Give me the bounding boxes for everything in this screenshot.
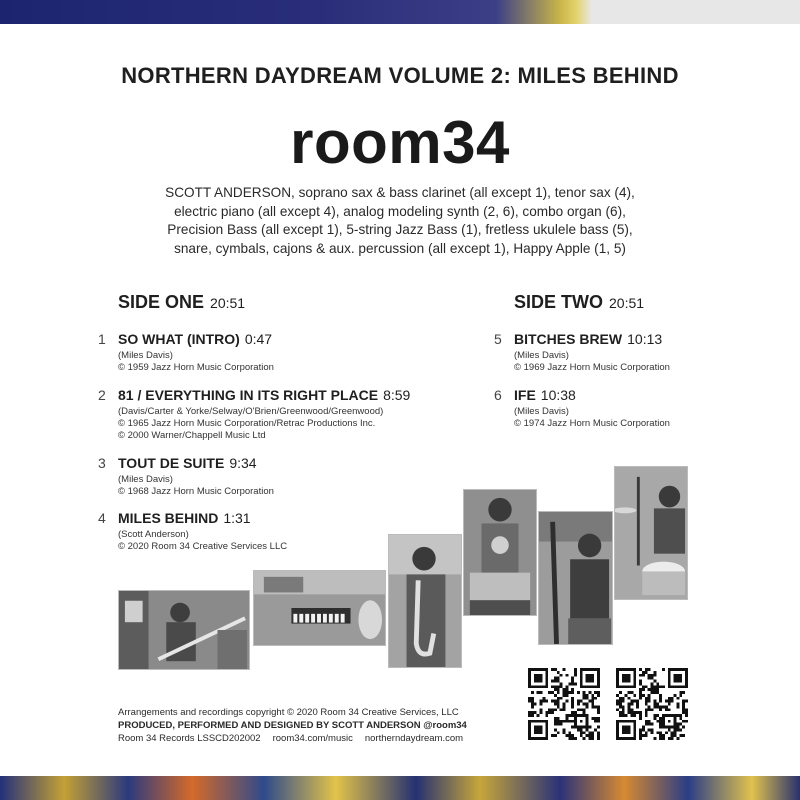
track-number: 5 xyxy=(494,331,502,347)
album-title: NORTHERN DAYDREAM VOLUME 2: MILES BEHIND xyxy=(121,63,679,88)
credit-line: SCOTT ANDERSON, soprano sax & bass clarinet (all except 1), tenor sax (4), xyxy=(165,185,635,200)
track-composer: (Scott Anderson) xyxy=(118,529,189,540)
track-title: 81 / EVERYTHING IN ITS RIGHT PLACE xyxy=(118,387,379,403)
track-number: 1 xyxy=(98,331,106,347)
side-two-heading xyxy=(514,292,644,313)
side-two-duration: 20:51 xyxy=(609,295,645,311)
top-color-band xyxy=(0,0,800,24)
footer-copyright: Arrangements and recordings copyright © 2020 Room 34 Creative Services, LLC xyxy=(118,707,459,718)
track-number: 6 xyxy=(494,387,502,403)
track-copyright: © 2000 Warner/Chappell Music Ltd xyxy=(118,430,266,441)
side-two-label: SIDE TWO xyxy=(514,292,603,312)
track-copyright: © 1968 Jazz Horn Music Corporation xyxy=(118,486,274,497)
track-title: MILES BEHIND xyxy=(118,510,219,526)
performer-credits xyxy=(0,184,800,258)
qr-code-room34[interactable] xyxy=(528,668,600,740)
artist-name: room34 xyxy=(290,109,510,176)
track-duration: 10:38 xyxy=(540,387,576,403)
track-duration: 1:31 xyxy=(223,510,251,526)
qr-code-northerndaydream[interactable] xyxy=(616,668,688,740)
drum-kit-photo xyxy=(614,466,688,600)
bass-clarinet-photo xyxy=(538,511,613,645)
track-copyright: © 1974 Jazz Horn Music Corporation xyxy=(514,418,670,429)
track-number: 4 xyxy=(98,510,106,526)
cajon-drummer-photo xyxy=(463,489,537,616)
track-title: SO WHAT (INTRO) xyxy=(118,331,240,347)
track-number: 3 xyxy=(98,455,106,471)
credit-line: Precision Bass (all except 1), 5-string Jazz Bass (1), fretless ukulele bass (5), xyxy=(167,222,633,237)
link-northerndaydream[interactable]: northerndaydream.com xyxy=(364,733,464,744)
side-one-duration: 20:51 xyxy=(210,295,246,311)
track-title: TOUT DE SUITE xyxy=(118,455,225,471)
footer-produced-by: PRODUCED, PERFORMED AND DESIGNED BY SCOTT ANDERSON @room34 xyxy=(118,720,467,731)
bass-player-photo xyxy=(118,590,250,670)
track-duration: 8:59 xyxy=(383,387,411,403)
side-one-label: SIDE ONE xyxy=(118,292,205,312)
track-copyright: © 1965 Jazz Horn Music Corporation/Retrac Productions Inc. xyxy=(118,418,376,429)
track-copyright: © 1969 Jazz Horn Music Corporation xyxy=(514,362,670,373)
credit-line: snare, cymbals, cajons & aux. percussion (all except 1), Happy Apple (1, 5) xyxy=(174,240,626,256)
catalog-number: Room 34 Records LSSCD202002 xyxy=(118,733,261,744)
track-duration: 9:34 xyxy=(229,455,257,471)
track-composer: (Miles Davis) xyxy=(118,474,173,485)
track-title: IFE xyxy=(514,387,536,403)
track-copyright: © 1959 Jazz Horn Music Corporation xyxy=(118,362,274,373)
footer-links xyxy=(118,733,475,744)
credit-line: electric piano (all except 4), analog modeling synth (2, 6), combo organ (6), xyxy=(174,203,626,219)
side-one-heading xyxy=(118,292,245,313)
link-room34-music[interactable]: room34.com/music xyxy=(272,733,353,744)
saxophone-player-photo xyxy=(388,534,462,668)
track-composer: (Davis/Carter & Yorke/Selway/O'Brien/Greenwood/Greenwood) xyxy=(118,406,384,417)
track-duration: 0:47 xyxy=(244,331,273,347)
track-composer: (Miles Davis) xyxy=(514,350,569,361)
track-composer: (Miles Davis) xyxy=(118,350,173,361)
bottom-color-band xyxy=(0,776,800,800)
track-composer: (Miles Davis) xyxy=(514,406,569,417)
track-duration: 10:13 xyxy=(627,331,663,347)
keyboard-studio-photo xyxy=(253,570,386,646)
track-title: BITCHES BREW xyxy=(514,331,623,347)
track-number: 2 xyxy=(98,387,106,403)
track-copyright: © 2020 Room 34 Creative Services LLC xyxy=(118,541,288,552)
